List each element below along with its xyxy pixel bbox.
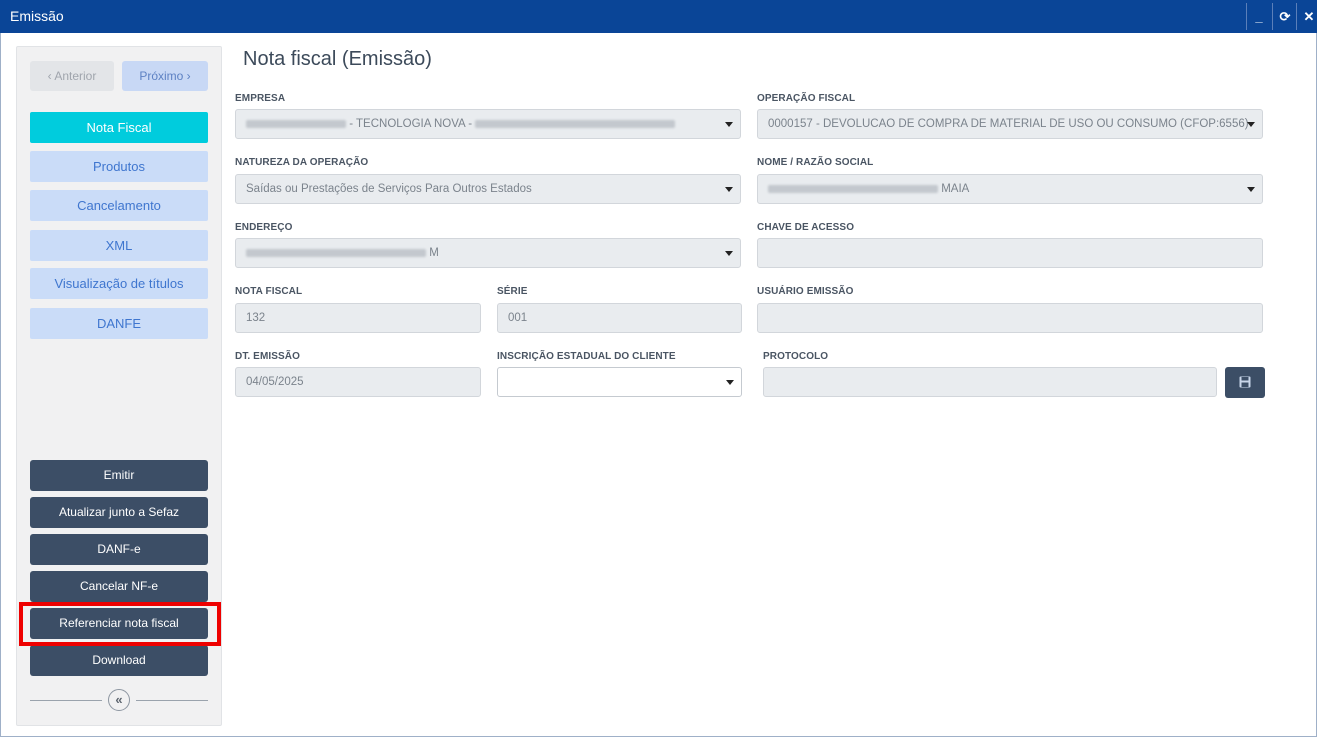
chave-acesso-field[interactable] bbox=[757, 238, 1263, 268]
previous-label: Anterior bbox=[54, 69, 97, 83]
operacao-fiscal-label: OPERAÇÃO FISCAL bbox=[757, 93, 856, 104]
empresa-label: EMPRESA bbox=[235, 93, 286, 104]
refresh-icon[interactable]: ⟳ bbox=[1272, 3, 1297, 30]
inscricao-estadual-select[interactable] bbox=[497, 367, 742, 397]
chave-acesso-label: CHAVE DE ACESSO bbox=[757, 222, 855, 233]
protocolo-field[interactable] bbox=[763, 367, 1217, 397]
highlight-box bbox=[19, 602, 221, 646]
cancelar-nfe-button[interactable]: Cancelar NF-e bbox=[30, 571, 208, 602]
collapse-divider-left bbox=[30, 700, 102, 701]
tab-danfe[interactable]: DANFE bbox=[30, 308, 208, 339]
natureza-label: NATUREZA DA OPERAÇÃO bbox=[235, 157, 369, 168]
empresa-select[interactable] bbox=[235, 109, 741, 139]
tab-produtos[interactable]: Produtos bbox=[30, 151, 208, 182]
dt-emissao-label: DT. EMISSÃO bbox=[235, 351, 300, 362]
chevron-down-icon bbox=[725, 187, 733, 192]
minimize-icon[interactable]: _ bbox=[1246, 3, 1271, 30]
operacao-fiscal-value: 0000157 - DEVOLUCAO DE COMPRA DE MATERIAL DE USO OU CONSUMO (CFOP:6556) bbox=[768, 118, 1249, 130]
natureza-value: Saídas ou Prestações de Serviços Para Outros Estados bbox=[246, 183, 532, 195]
close-icon[interactable]: ✕ bbox=[1296, 3, 1317, 30]
download-button[interactable]: Download bbox=[30, 645, 208, 676]
empresa-value: - TECNOLOGIA NOVA - bbox=[349, 118, 473, 130]
endereco-value: M bbox=[429, 247, 439, 259]
tab-nota-fiscal[interactable]: Nota Fiscal bbox=[30, 112, 208, 143]
natureza-select[interactable] bbox=[235, 174, 741, 204]
save-protocol-button[interactable] bbox=[1225, 367, 1265, 398]
chevron-down-icon bbox=[725, 122, 733, 127]
dt-emissao-field[interactable]: 04/05/2025 bbox=[235, 367, 481, 397]
tab-xml[interactable]: XML bbox=[30, 230, 208, 261]
emitir-button[interactable]: Emitir bbox=[30, 460, 208, 491]
nota-fiscal-field[interactable]: 132 bbox=[235, 303, 481, 333]
redacted-text bbox=[475, 120, 675, 128]
chevron-right-icon: › bbox=[186, 69, 191, 83]
redacted-text bbox=[768, 185, 938, 193]
operacao-fiscal-select[interactable] bbox=[757, 109, 1263, 139]
floppy-disk-icon bbox=[1239, 376, 1251, 388]
chevron-down-icon bbox=[726, 380, 734, 385]
collapse-sidebar-icon[interactable]: « bbox=[108, 689, 130, 711]
window-titlebar bbox=[0, 0, 1317, 33]
serie-label: SÉRIE bbox=[497, 286, 528, 297]
protocolo-label: PROTOCOLO bbox=[763, 351, 829, 362]
atualizar-sefaz-button[interactable]: Atualizar junto a Sefaz bbox=[30, 497, 208, 528]
nome-razao-select[interactable] bbox=[757, 174, 1263, 204]
inscricao-estadual-label: INSCRIÇÃO ESTADUAL DO CLIENTE bbox=[497, 351, 676, 362]
tab-cancelamento[interactable]: Cancelamento bbox=[30, 190, 208, 221]
redacted-text bbox=[246, 249, 426, 257]
danfe-button[interactable]: DANF-e bbox=[30, 534, 208, 565]
tab-visualizacao-titulos[interactable]: Visualização de títulos bbox=[30, 268, 208, 299]
nota-fiscal-label: NOTA FISCAL bbox=[235, 286, 303, 297]
redacted-text bbox=[246, 120, 346, 128]
nome-razao-label: NOME / RAZÃO SOCIAL bbox=[757, 157, 874, 168]
previous-button[interactable] bbox=[30, 61, 114, 91]
next-button[interactable] bbox=[122, 61, 208, 91]
chevron-down-icon bbox=[1247, 122, 1255, 127]
window-title: Emissão bbox=[10, 8, 64, 24]
serie-field[interactable]: 001 bbox=[497, 303, 742, 333]
nome-razao-value: MAIA bbox=[941, 183, 970, 195]
collapse-divider-right bbox=[136, 700, 208, 701]
endereco-label: ENDEREÇO bbox=[235, 222, 293, 233]
next-label: Próximo bbox=[139, 69, 184, 83]
chevron-down-icon bbox=[725, 251, 733, 256]
page-title: Nota fiscal (Emissão) bbox=[243, 48, 432, 70]
usuario-emissao-label: USUÁRIO EMISSÃO bbox=[757, 286, 854, 297]
chevron-down-icon bbox=[1247, 187, 1255, 192]
endereco-select[interactable] bbox=[235, 238, 741, 268]
chevron-left-icon: ‹ bbox=[47, 69, 52, 83]
referenciar-nota-fiscal-button[interactable]: Referenciar nota fiscal bbox=[30, 608, 208, 639]
usuario-emissao-field[interactable] bbox=[757, 303, 1263, 333]
